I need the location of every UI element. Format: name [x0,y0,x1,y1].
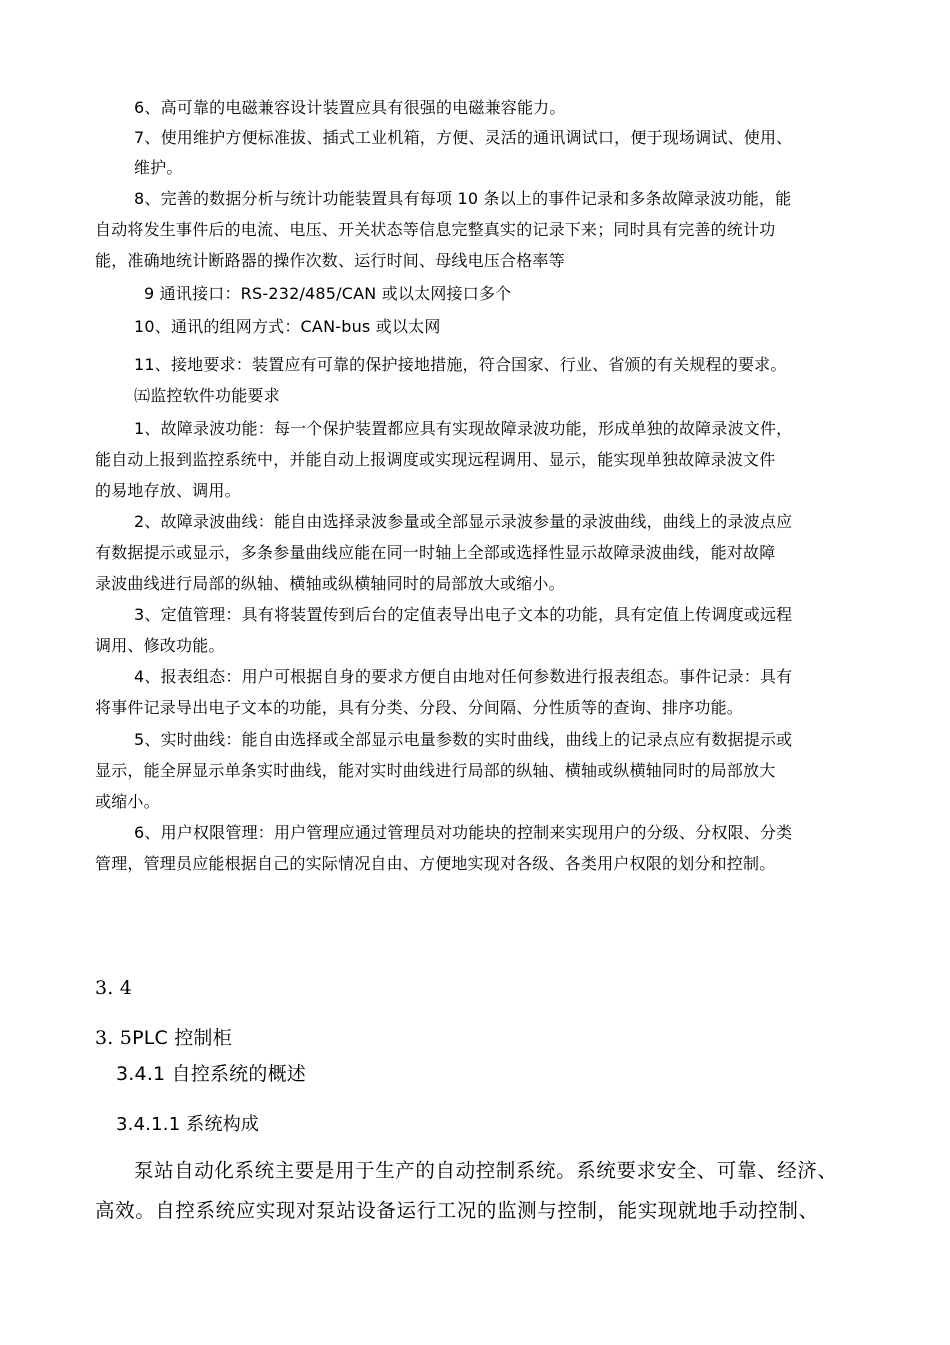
text-line: 9 通讯接口：RS-232/485/CAN 或以太网接口多个 [144,284,512,303]
heading-3-4-1-1: 3.4.1.1 系统构成 [116,1114,260,1135]
text-line: 或缩小。 [95,792,160,811]
text-line: 有数据提示或显示，多条参量曲线应能在同一时轴上全部或选择性显示故障录波曲线，能对故障 [95,543,776,562]
text-line: 能，准确地统计断路器的操作次数、运行时间、母线电压合格率等 [95,251,565,270]
text-line: 4、报表组态：用户可根据自身的要求方便自由地对任何参数进行报表组态。事件记录：具有 [134,667,793,686]
text-line: 5、实时曲线：能自由选择或全部显示电量参数的实时曲线，曲线上的记录点应有数据提示或 [134,730,793,749]
text-line: 管理，管理员应能根据自己的实际情况自由、方便地实现对各级、各类用户权限的划分和控制。 [95,854,776,873]
text-line: 能自动上报到监控系统中，并能自动上报调度或实现远程调用、显示，能实现单独故障录波文件 [95,450,776,469]
text-line: 维护。 [134,158,183,177]
heading-3-4: 3. 4 [95,977,133,999]
text-line: 11、接地要求：装置应有可靠的保护接地措施，符合国家、行业、省颁的有关规程的要求。 [134,355,787,374]
text-line: 录波曲线进行局部的纵轴、横轴或纵横轴同时的局部放大或缩小。 [95,574,565,593]
text-line: 的易地存放、调用。 [95,481,241,500]
heading-3-5 [95,1026,232,1050]
body-text-line: 泵站自动化系统主要是用于生产的自动控制系统。系统要求安全、可靠、经济、 [134,1159,838,1182]
text-line: 将事件记录导出电子文本的功能，具有分类、分段、分间隔、分性质等的查询、排序功能。 [95,698,744,717]
section-heading: ㈤监控软件功能要求 [134,386,280,405]
text-line: 10、通讯的组网方式：CAN-bus 或以太网 [134,317,441,336]
text-line: 2、故障录波曲线：能自由选择录波参量或全部显示录波参量的录波曲线，曲线上的录波点应 [134,512,793,531]
text-line: 调用、修改功能。 [95,636,225,655]
text-line: 自动将发生事件后的电流、电压、开关状态等信息完整真实的记录下来；同时具有完善的统计功 [95,220,776,239]
text-line: 7、使用维护方便标准拔、插式工业机箱，方便、灵活的通讯调试口，便于现场调试、使用、 [134,128,793,147]
heading-3-5-number: 3. 5 [95,1027,133,1049]
text-line: 3、定值管理：具有将装置传到后台的定值表导出电子文本的功能，具有定值上传调度或远程 [134,605,793,624]
body-text-line: 高效。自控系统应实现对泵站设备运行工况的监测与控制，能实现就地手动控制、 [95,1199,819,1222]
text-line: 8、完善的数据分析与统计功能装置具有每项 10 条以上的事件记录和多条故障录波功能，能 [134,189,792,208]
heading-3-5-title: PLC 控制柜 [132,1027,232,1049]
text-line: 1、故障录波功能：每一个保护装置都应具有实现故障录波功能，形成单独的故障录波文件， [134,419,793,438]
heading-3-4-1: 3.4.1 自控系统的概述 [116,1063,306,1085]
text-line: 6、高可靠的电磁兼容设计装置应具有很强的电磁兼容能力。 [134,98,566,117]
text-line: 6、用户权限管理：用户管理应通过管理员对功能块的控制来实现用户的分级、分权限、分类 [134,823,793,842]
text-line: 显示，能全屏显示单条实时曲线，能对实时曲线进行局部的纵轴、横轴或纵横轴同时的局部放大 [95,761,776,780]
